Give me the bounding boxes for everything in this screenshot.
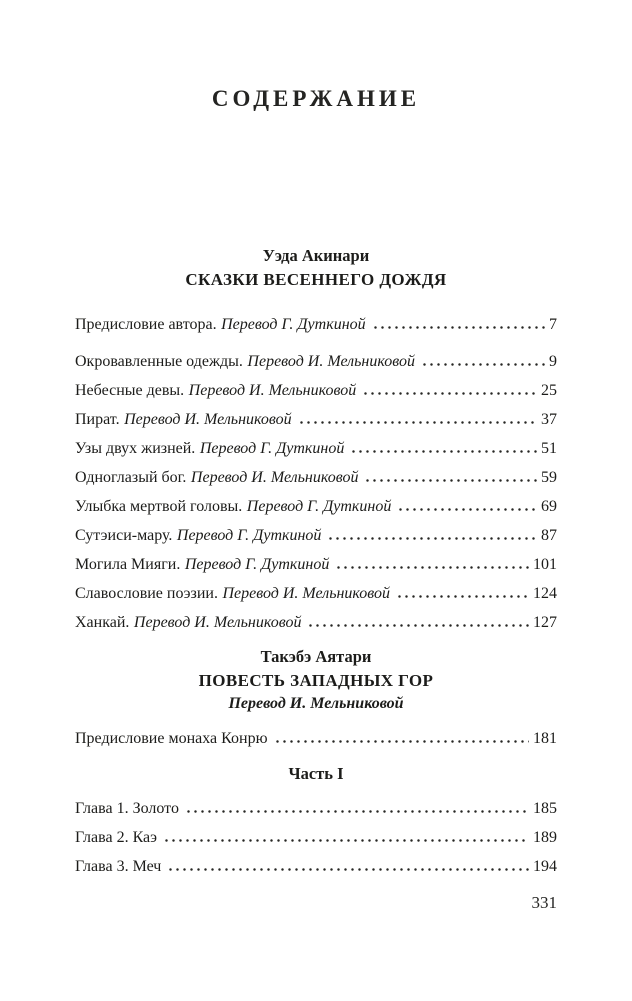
- section-title: СКАЗКИ ВЕСЕННЕГО ДОЖДЯ: [185, 270, 447, 289]
- entry-title: Глава 1. Золото: [75, 800, 179, 817]
- toc-entry: [75, 439, 557, 459]
- section-author: Такэбэ Аятари: [260, 647, 372, 666]
- entry-title: Пират.: [75, 411, 120, 428]
- entry-title: Могила Мияги.: [75, 556, 181, 573]
- dot-leader: [396, 595, 529, 598]
- toc-entry: [75, 352, 557, 372]
- toc-entry: [75, 497, 557, 517]
- entry-page-number: 124: [533, 585, 557, 602]
- entry-title: Глава 3. Меч: [75, 858, 162, 875]
- section-title: ПОВЕСТЬ ЗАПАДНЫХ ГОР: [198, 671, 434, 690]
- entry-title: Окровавленные одежды.: [75, 353, 243, 370]
- section-ueda-akinari: [75, 245, 557, 633]
- toc-entry: [75, 828, 557, 848]
- entry-translator: Перевод И. Мельниковой: [222, 585, 391, 602]
- entry-title: Одноглазый бог.: [75, 469, 187, 486]
- entry-title: Глава 2. Каэ: [75, 829, 158, 846]
- entry-page-number: 37: [541, 411, 557, 428]
- entry-page-number: 51: [541, 440, 557, 457]
- entry-translator: Перевод Г. Дуткиной: [199, 440, 345, 457]
- entry-title: Ханкай.: [75, 614, 130, 631]
- dot-leader: [350, 450, 537, 453]
- toc-entry: [75, 799, 557, 819]
- toc-entry: [75, 410, 557, 430]
- entry-translator: Перевод Г. Дуткиной: [176, 527, 322, 544]
- entry-page-number: 69: [541, 498, 557, 515]
- dot-leader: [167, 868, 529, 871]
- entry-page-number: 59: [541, 469, 557, 486]
- entry-title: Узы двух жизней.: [75, 440, 196, 457]
- dot-leader: [362, 392, 537, 395]
- toc-entry: [75, 584, 557, 604]
- entry-translator: Перевод И. Мельниковой: [190, 469, 359, 486]
- section-translator: Перевод И. Мельниковой: [228, 695, 404, 712]
- entry-title: Славословие поэзии.: [75, 585, 218, 602]
- entry-page-number: 101: [533, 556, 557, 573]
- toc-entry: [75, 555, 557, 575]
- entry-title: Сутэиси-мару.: [75, 527, 173, 544]
- entry-page-number: 25: [541, 382, 557, 399]
- toc-list: [75, 315, 557, 633]
- dot-leader: [298, 421, 537, 424]
- contents-heading: СОДЕРЖАНИЕ: [211, 86, 421, 111]
- toc-entry: [75, 526, 557, 546]
- entry-page-number: 87: [541, 527, 557, 544]
- toc-entry: [75, 315, 557, 335]
- dot-leader: [421, 363, 545, 366]
- entry-translator: Перевод И. Мельниковой: [133, 614, 302, 631]
- entry-page-number: 181: [533, 730, 557, 747]
- entry-page-number: 9: [549, 353, 557, 370]
- entry-page-number: 194: [533, 858, 557, 875]
- entry-page-number: 127: [533, 614, 557, 631]
- toc-entry: [75, 729, 557, 749]
- entry-page-number: 7: [549, 316, 557, 333]
- entry-title: Небесные девы.: [75, 382, 185, 399]
- dot-leader: [307, 624, 529, 627]
- section-takebe-ayatari: [75, 646, 557, 877]
- dot-leader: [163, 839, 529, 842]
- entry-translator: Перевод Г. Дуткиной: [246, 498, 392, 515]
- entry-translator: Перевод Г. Дуткиной: [184, 556, 330, 573]
- dot-leader: [274, 740, 529, 743]
- toc-entry: [75, 468, 557, 488]
- entry-page-number: 189: [533, 829, 557, 846]
- toc-entry: [75, 381, 557, 401]
- entry-title: Предисловие автора.: [75, 316, 217, 333]
- dot-leader: [372, 326, 545, 329]
- dot-leader: [327, 537, 537, 540]
- entry-page-number: 185: [533, 800, 557, 817]
- page-number-folio: 331: [531, 893, 557, 912]
- dot-leader: [397, 508, 537, 511]
- entry-title: Улыбка мертвой головы.: [75, 498, 243, 515]
- dot-leader: [364, 479, 537, 482]
- dot-leader: [335, 566, 529, 569]
- chapter-list: [75, 799, 557, 877]
- entry-translator: Перевод И. Мельниковой: [188, 382, 357, 399]
- toc-list: [75, 729, 557, 749]
- entry-translator: Перевод И. Мельниковой: [124, 411, 292, 428]
- dot-leader: [185, 810, 529, 813]
- toc-entry: [75, 613, 557, 633]
- toc-entry: [75, 857, 557, 877]
- entry-translator: Перевод Г. Дуткиной: [221, 316, 366, 333]
- section-author: Уэда Акинари: [262, 246, 370, 265]
- entry-title: Предисловие монаха Конрю: [75, 730, 268, 747]
- entry-translator: Перевод И. Мельниковой: [247, 353, 415, 370]
- part-heading: Часть I: [288, 764, 344, 783]
